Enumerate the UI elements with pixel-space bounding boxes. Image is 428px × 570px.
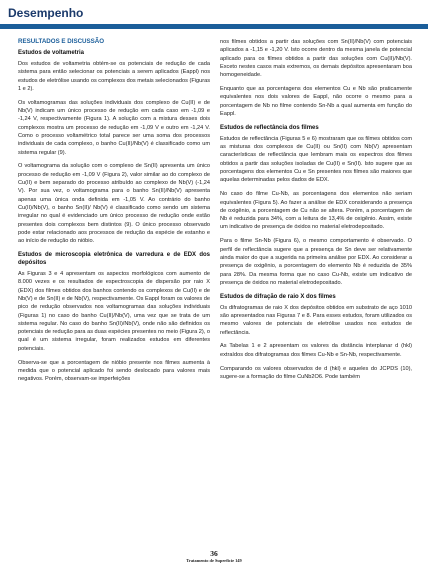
section-header-title: Desempenho [8, 6, 84, 20]
paragraph: Observa-se que a porcentagem de nióbio presente nos filmes aumenta à medida que o potencial aplicado foi sendo deslocado para valores mais negativos. Porém, observam-se imperfeições [18, 359, 210, 383]
right-column [220, 38, 412, 387]
page-number: 36 [210, 549, 218, 558]
paragraph: As Tabelas 1 e 2 apresentam os valores da distância interplanar d (hkl) extraídos dos difratogramas dos filmes Cu-Nb e Sn-Nb, respectivamente. [220, 343, 412, 358]
paragraph: O voltamograma da solução com o complexo de Sn(II) apresenta um único processo de redução em -1,09 V (Figura 2), valor similar ao do complexo de Cu(II) e bem separado do processo atribuído ao complexo de Nb(V) (-1,24 V). Por sua vez, o voltamograma para o banho Sn(II)/Nb(V) apresenta apenas uma única onda definida em -1,05 V. Ao contrário do banho Cu(II)/Nb(V), o banho Sn(II)/ Nb(V) é classificado como sendo um sistema irregular no qual é evidenciado um único processo de redução onde estão presentes dois complexos bem distintos (9). O único processo observado pode estar relacionado aos processos de redução da espécie de estanho e ao início de redução do nióbio. [18, 163, 210, 245]
page-header [0, 0, 428, 28]
paragraph: Estudos de reflectância (Figuras 5 e 6) mostraram que os filmes obtidos com as misturas dos complexos de Cu(II) ou Sn(II) com Nb(V) apresentam características de reflectância que lembram mais os espectros dos filmes obtidos a partir das soluções isoladas de Cu(II) e Sn(II). Isto sugere que as porcentagens dos elementos Cu e Sn presentes nos filmes são maiores que aquelas determinadas pelos dados de EDX. [220, 135, 412, 184]
subsection-title-microscopia: Estudos de microscopia eletrônica de varredura e de EDX dos depósitos [18, 252, 210, 267]
paragraph: Para o filme Sn-Nb (Figura 6), o mesmo comportamento é observado. O perfil de reflectância sugere que a presença de Sn deve ser relativamente ainda maior do que a sugerida na primeira análise por EDX. Ao considerar a presença de oxigênio, a porcentagem do elemento Nb é reduzida de 35% para 28%. Da mesma forma que no caso Cu-Nb, existe um indicativo de presença de óxidos no material eletrodepositado. [220, 238, 412, 286]
paragraph: No caso do filme Cu-Nb, as porcentagens dos elementos não seriam equivalentes (Figura 5). Ao fazer a análise de EDX considerando a presença de oxigênio, a porcentagem de Cu não se altera. Porém, a porcentagem de Nb é reduzida para 34%, com a leitura de 13,4% de oxigênio. Assim, existe um indicativo de presença de óxidos no material eletrodepositado. [220, 191, 412, 231]
paragraph: Os voltamogramas das soluções individuais dos complexo de Cu(II) e de Nb(V) indicam um único processo de redução em cada caso em -1,09 e -1,24 V, respectivamente (Figura 1). A solução com a mistura desses dois complexos mostra um processo de redução em -1,09 V e outro em -1,24 V. Como o processo voltamétrico total parece ser uma soma dos processos individuais de cada complexo, o banho Cu(II)/Nb(V) é classificado como um sistema regular (9). [18, 99, 210, 156]
header-rule [0, 24, 428, 29]
paragraph: nos filmes obtidos a partir das soluções com Sn(II)/Nb(V) com potenciais aplicados a -1,15 e -1,20 V. Isto ocorre dentro da mesma janela de potencial aplicado para os filmes obtidos a partir das soluções com Cu(II)/Nb(V). Exceto nestes casos mais extremos, os demais depósitos apresentaram boa homogeneidade. [220, 39, 412, 79]
subsection-title-reflectancia: Estudos de reflectância dos filmes [220, 124, 319, 131]
paragraph: Dos estudos de voltametria obtém-se os potenciais de redução de cada sistema para então selecionar os potenciais a serem aplicados (Eappl) nos estudos de eletrólise usando os complexos dos metais selecionados (Figuras 1 e 2). [18, 61, 210, 92]
paragraph: Enquanto que as porcentagens dos elementos Cu e Nb são praticamente equivalentes nos dois valores de Eappl, não ocorre o mesmo para a porcentagem de Nb no filme contendo Sn-Nb a qual aumenta em função do Eappl. [220, 86, 412, 117]
subsection-title-voltametria: Estudos de voltametria [18, 50, 85, 56]
subsection-title-difracao: Estudos de difração de raio X dos filmes [220, 293, 336, 300]
magazine-name: Tratamento de Superfície 149 [186, 558, 242, 563]
paragraph: As Figuras 3 e 4 apresentam os aspectos morfológicos com aumento de 8.000 vezes e os resultados de espectroscopia de dispersão por raio X (EDX) dos filmes obtidos dos banhos contendo os complexos de Cu(II) e de Nb(V) e de Sn(II) e de Nb(V), respectivamente. Os Eappl foram os valores de pico de redução observados nos voltamogramas das soluções individuais (Figuras 1) no caso do banho Cu(II)/Nb(V), uma vez que se trata de um sistema regular. No caso do banho Sn(II)/Nb(V), onde não são definidos os potenciais de redução para as duas espécies presentes no meio (Figura 2), o qual é um sistema irregular, foram realizados estudos em diferentes potenciais. [18, 271, 210, 352]
left-column [18, 38, 210, 389]
section-title: RESULTADOS E DISCUSSÃO [18, 38, 105, 45]
paragraph: Comparando os valores observados de d (hkl) e aqueles do JCPDS (10), sugere-se a formação do filme CuNb2O6. Pode também [220, 365, 412, 380]
paragraph: Os difratogramas de raio X dos depósitos obtidos em substrato de aço 1010 são apresentados nas Figuras 7 e 8. Para esses estudos, foram utilizados os mesmo valores de potenciais de eletrólise usados nos estudos de reflectância. [220, 304, 412, 336]
